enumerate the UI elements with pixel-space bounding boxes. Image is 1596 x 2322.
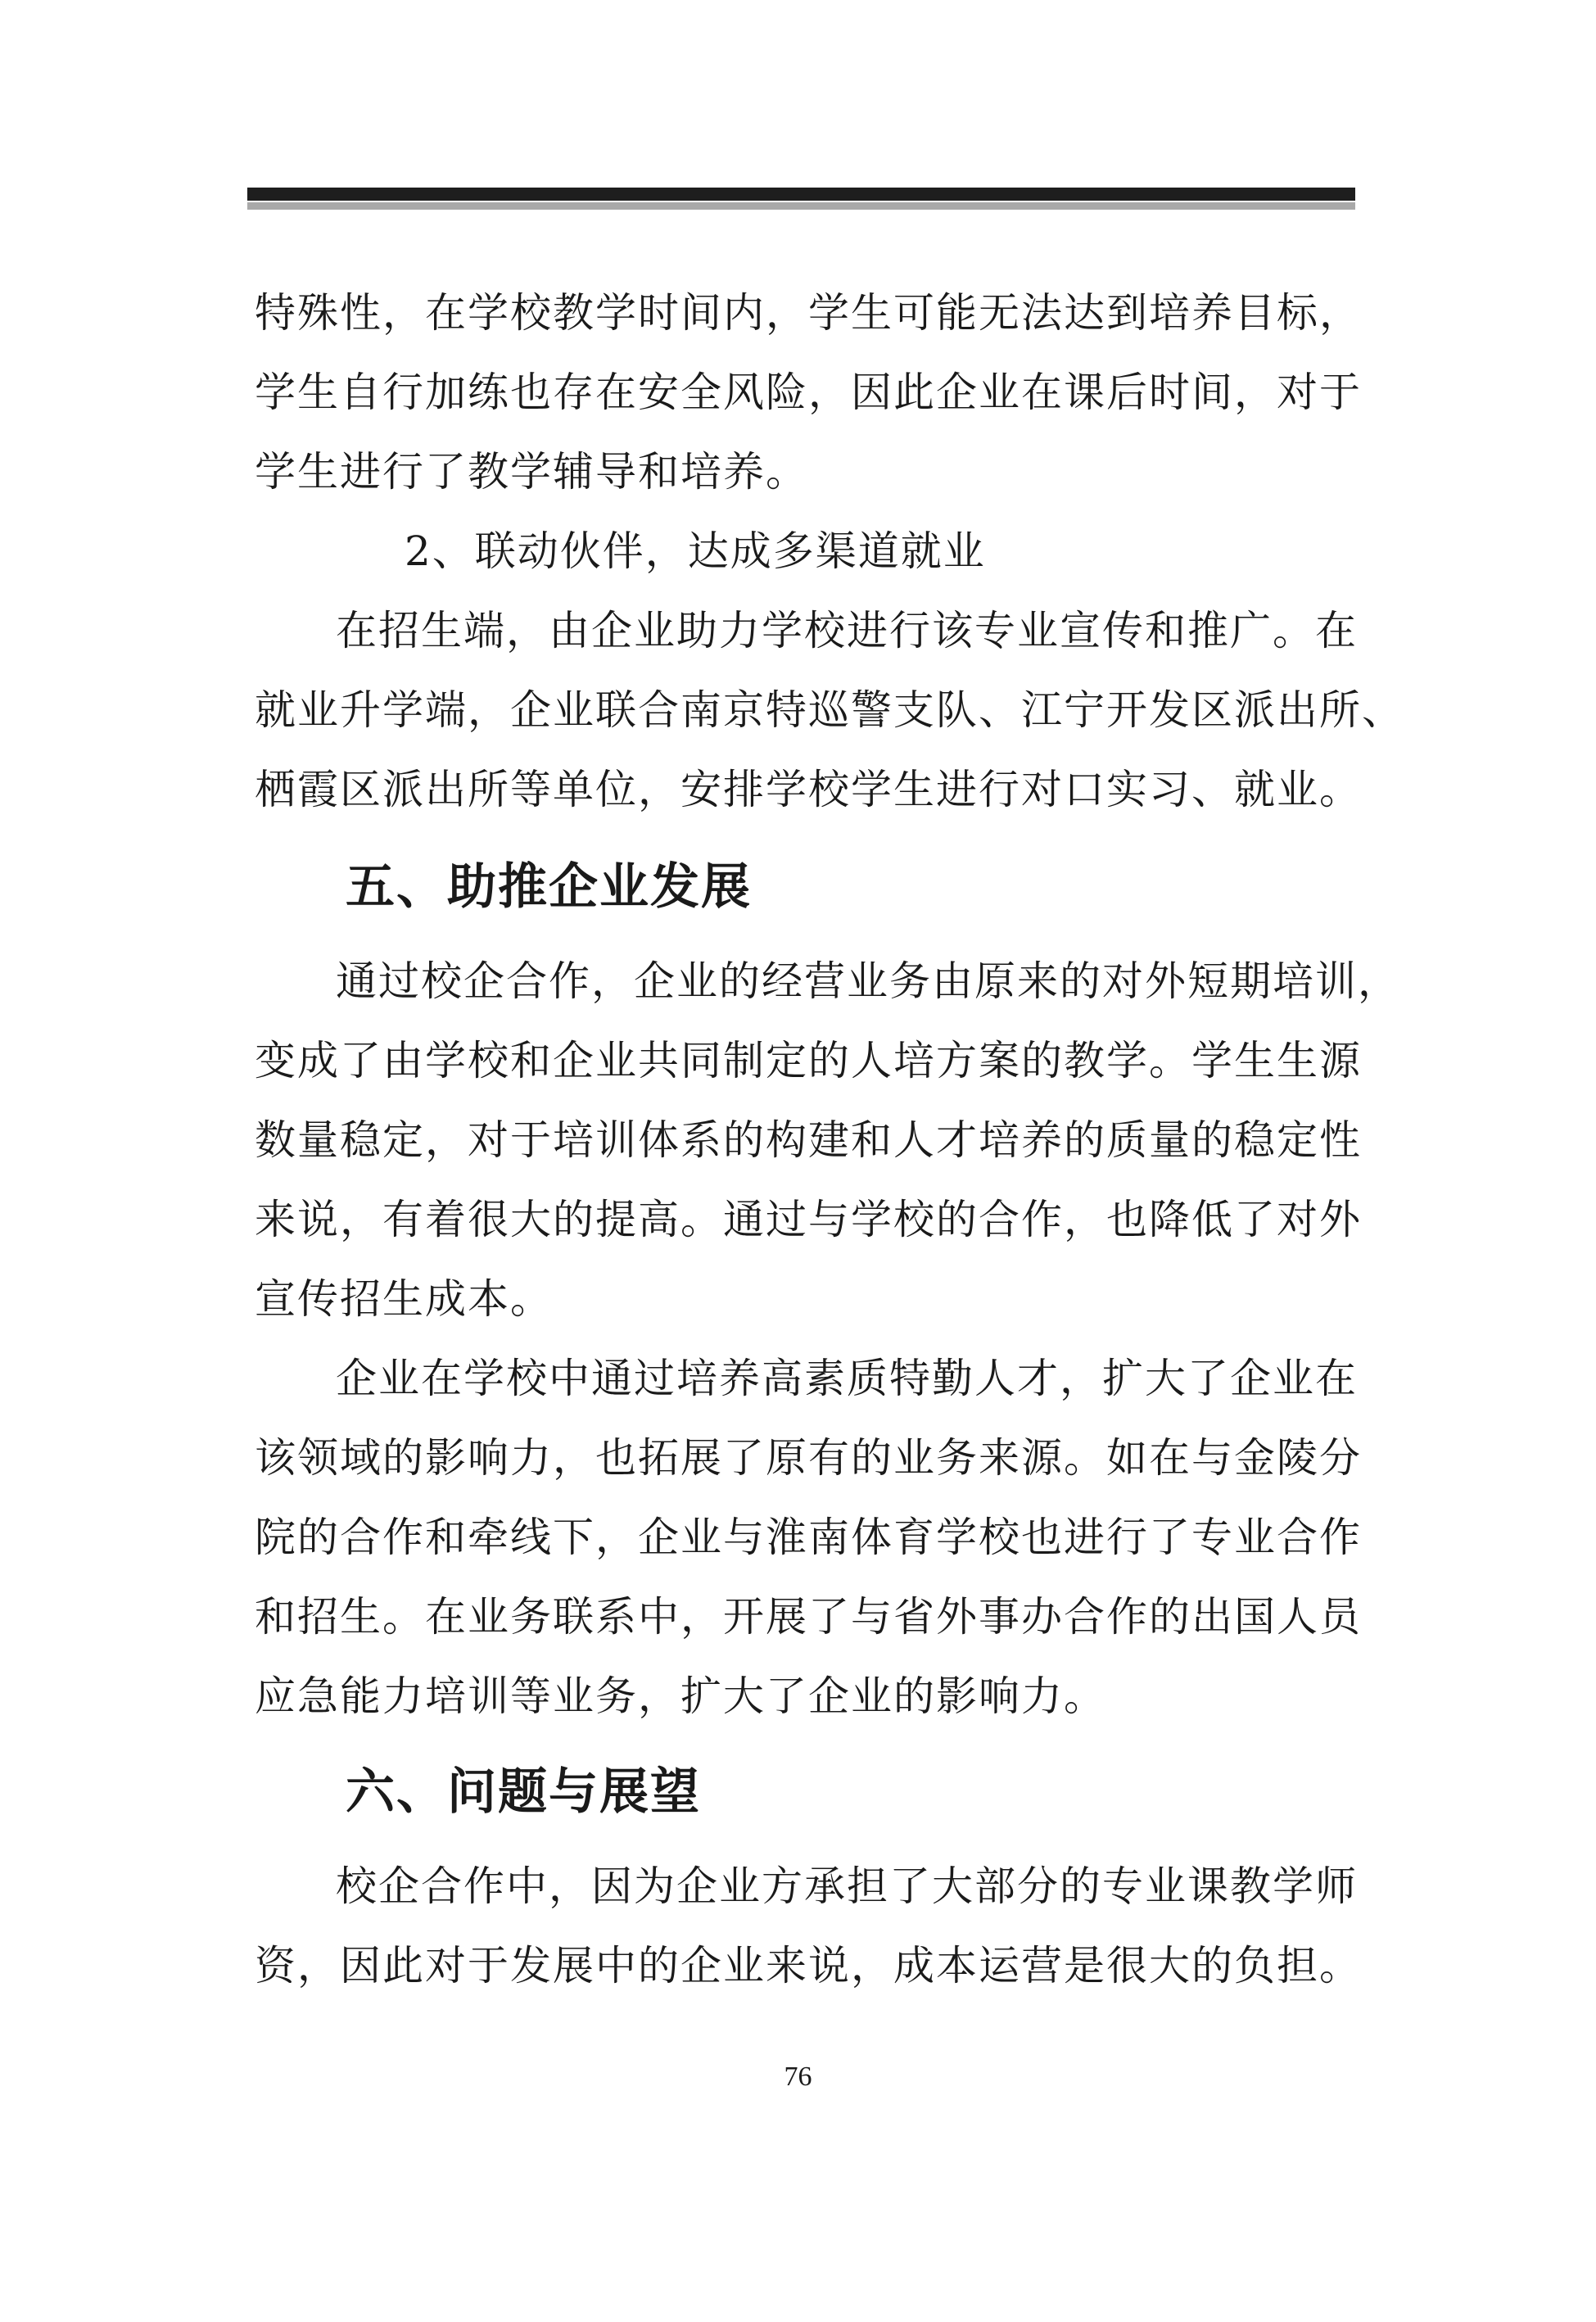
- paragraph-line: 在招生端，由企业助力学校进行该专业宣传和推广。在: [336, 607, 1358, 654]
- paragraph-line: 特殊性，在学校教学时间内，学生可能无法达到培养目标，: [255, 289, 1362, 337]
- sub-heading: 2、联动伙伴，达成多渠道就业: [405, 527, 986, 575]
- header-rule-shadow: [247, 202, 1355, 210]
- paragraph-line: 栖霞区派出所等单位，安排学校学生进行对口实习、就业。: [255, 766, 1362, 813]
- paragraph-line: 应急能力培训等业务，扩大了企业的影响力。: [255, 1672, 1106, 1720]
- paragraph-line: 院的合作和牵线下，企业与淮南体育学校也进行了专业合作: [255, 1514, 1362, 1561]
- paragraph-line: 校企合作中，因为企业方承担了大部分的专业课教学师: [336, 1863, 1358, 1910]
- paragraph-line: 资，因此对于发展中的企业来说，成本运营是很大的负担。: [255, 1942, 1362, 1989]
- paragraph-line: 企业在学校中通过培养高素质特勤人才，扩大了企业在: [336, 1355, 1358, 1402]
- paragraph-line: 通过校企合作，企业的经营业务由原来的对外短期培训，: [336, 957, 1400, 1005]
- section-heading: 六、问题与展望: [346, 1763, 701, 1821]
- paragraph-line: 学生自行加练也存在安全风险，因此企业在课后时间，对于: [255, 369, 1362, 416]
- paragraph-line: 变成了由学校和企业共同制定的人培方案的教学。学生生源: [255, 1037, 1362, 1084]
- paragraph-line: 学生进行了教学辅导和培养。: [255, 448, 808, 496]
- paragraph-line: 该领域的影响力，也拓展了原有的业务来源。如在与金陵分: [255, 1434, 1362, 1482]
- paragraph-line: 和招生。在业务联系中，开展了与省外事办合作的出国人员: [255, 1593, 1362, 1641]
- paragraph-line: 来说，有着很大的提高。通过与学校的合作，也降低了对外: [255, 1196, 1362, 1243]
- page-number: 76: [784, 2062, 812, 2092]
- paragraph-line: 数量稳定，对于培训体系的构建和人才培养的质量的稳定性: [255, 1116, 1362, 1164]
- header-rule: [247, 188, 1355, 201]
- paragraph-line: 就业升学端，企业联合南京特巡警支队、江宁开发区派出所、: [255, 686, 1404, 734]
- paragraph-line: 宣传招生成本。: [255, 1275, 553, 1323]
- section-heading: 五、助推企业发展: [346, 858, 752, 916]
